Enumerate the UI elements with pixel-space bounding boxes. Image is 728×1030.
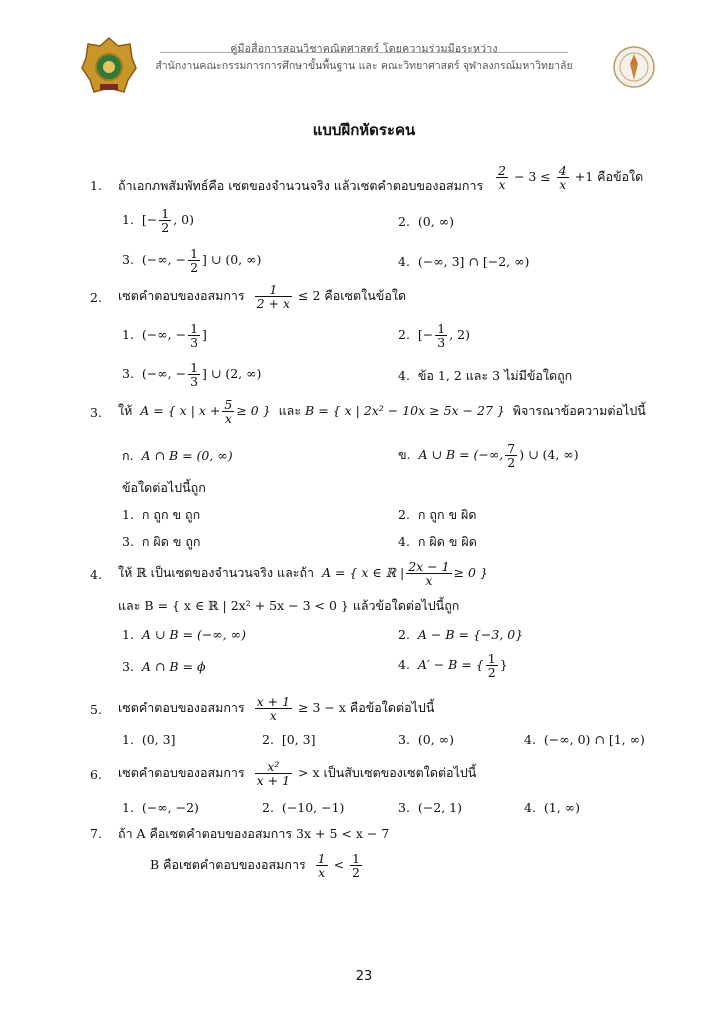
page-number: 23 [355, 969, 373, 984]
q5-choice-2: 2. [0, 3] [262, 732, 316, 747]
q2-choice-2: 2. [− $\frac{1}{3}$ , 2) [398, 321, 470, 350]
header-line-1: คู่มือสื่อการสอนวิชาคณิตศาสตร์ โดยความร่วมมือระหว่าง [230, 43, 498, 55]
page-title: แบบฝึกหัดระคน [312, 121, 416, 139]
q5-text: เซตคำตอบของอสมการ $\frac{x + 1}{x}$ ≥ 3 − x คือข้อใดต่อไปนี้ [118, 694, 435, 723]
q5-choice-4: 4. (−∞, 0) ∩ [1, ∞) [524, 732, 645, 747]
q4-choice-1: 1. A ∪ B = (−∞, ∞) [122, 627, 246, 642]
q1-choice-1: 1. [− $\frac{1}{2}$ , 0) [122, 206, 194, 235]
q4-choice-4: 4. A′ − B = { $\frac{1}{2}$ } [398, 651, 508, 680]
q7-line-2: B คือเซตคำตอบของอสมการ $\frac{1}{x}$ < $\frac{1}{2}$ [150, 851, 360, 880]
q3-text: ให้ A = { x | x + $\frac{5}{x}$ ≥ 0 } และ B = { x | 2x² − 10x ≥ 5x − 27 } พิจารณาข้อความต่อไปนี้ [118, 397, 646, 426]
q1-choice-2: 2. (0, ∞) [398, 214, 454, 229]
q3-number: 3. [90, 405, 102, 420]
q5-choice-1: 1. (0, 3] [122, 732, 176, 747]
q3-choice-2: 2. ก ถูก ข ผิด [398, 507, 477, 522]
q2-choice-1: 1. (−∞, − $\frac{1}{3}$ ] [122, 321, 207, 350]
q6-choice-2: 2. (−10, −1) [262, 800, 345, 815]
q5-choice-3: 3. (0, ∞) [398, 732, 454, 747]
q3-ask: ข้อใดต่อไปนี้ถูก [122, 480, 206, 495]
page-header [0, 0, 728, 104]
q4-choice-2: 2. A − B = {−3, 0} [398, 627, 524, 642]
chula-science-logo-icon [612, 44, 656, 90]
q1-choice-3: 3. (−∞, − $\frac{1}{2}$ ] ∪ (0, ∞) [122, 246, 262, 275]
q1-inequality: $\frac{2}{x}$ − 3 ≤ $\frac{4}{x}$ +1 คือข้อใด [498, 163, 644, 192]
q6-text: เซตคำตอบของอสมการ $\frac{\text{x²}}{x + 1}$ > x เป็นสับเซตของเซตใดต่อไปนี้ [118, 759, 477, 788]
q3-statement-b: ข. A ∪ B = (−∞, $\frac{7}{2}$ ) ∪ (4, ∞) [398, 441, 579, 470]
q3-choice-1: 1. ก ถูก ข ถูก [122, 507, 201, 522]
q1-text: ถ้าเอกภพสัมพัทธ์คือ เซตของจำนวนจริง แล้วเซตคำตอบของอสมการ [118, 178, 484, 193]
q1-choice-4: 4. (−∞, 3] ∩ [−2, ∞) [398, 254, 530, 269]
q2-choice-3: 3. (−∞, − $\frac{1}{3}$ ] ∪ (2, ∞) [122, 360, 262, 389]
header-line-2: สำนักงานคณะกรรมการการศึกษาขั้นพื้นฐาน และ คณะวิทยาศาสตร์ จุฬาลงกรณ์มหาวิทยาลัย [155, 60, 573, 72]
q6-number: 6. [90, 767, 102, 782]
q1-number: 1. [90, 178, 102, 193]
q2-text: เซตคำตอบของอสมการ $\frac{1}{2 + x}$ ≤ 2 คือเซตในข้อใด [118, 282, 407, 311]
q3-choice-3: 3. ก ผิด ข ถูก [122, 534, 201, 549]
q3-choice-4: 4. ก ผิด ข ผิด [398, 534, 477, 549]
q4-text: ให้ ℝ เป็นเซตของจำนวนจริง และถ้า A = { x ∈ ℝ | $\frac{2x - 1}{x}$ ≥ 0 } [118, 559, 488, 588]
q2-number: 2. [90, 290, 102, 305]
q6-choice-4: 4. (1, ∞) [524, 800, 580, 815]
q6-choice-1: 1. (−∞, −2) [122, 800, 199, 815]
q2-choice-4: 4. ข้อ 1, 2 และ 3 ไม่มีข้อใดถูก [398, 368, 573, 383]
q5-number: 5. [90, 702, 102, 717]
q6-choice-3: 3. (−2, 1) [398, 800, 462, 815]
q4-number: 4. [90, 567, 102, 582]
q4-line-2: และ B = { x ∈ ℝ | 2x² + 5x − 3 < 0 } แล้วข้อใดต่อไปนี้ถูก [118, 598, 460, 613]
q4-choice-3: 3. A ∩ B = ϕ [122, 659, 206, 674]
q7-line-1: ถ้า A คือเซตคำตอบของอสมการ 3x + 5 < x − 7 [118, 826, 390, 841]
q3-statement-a: ก. A ∩ B = (0, ∞) [122, 448, 233, 463]
q7-number: 7. [90, 826, 102, 841]
